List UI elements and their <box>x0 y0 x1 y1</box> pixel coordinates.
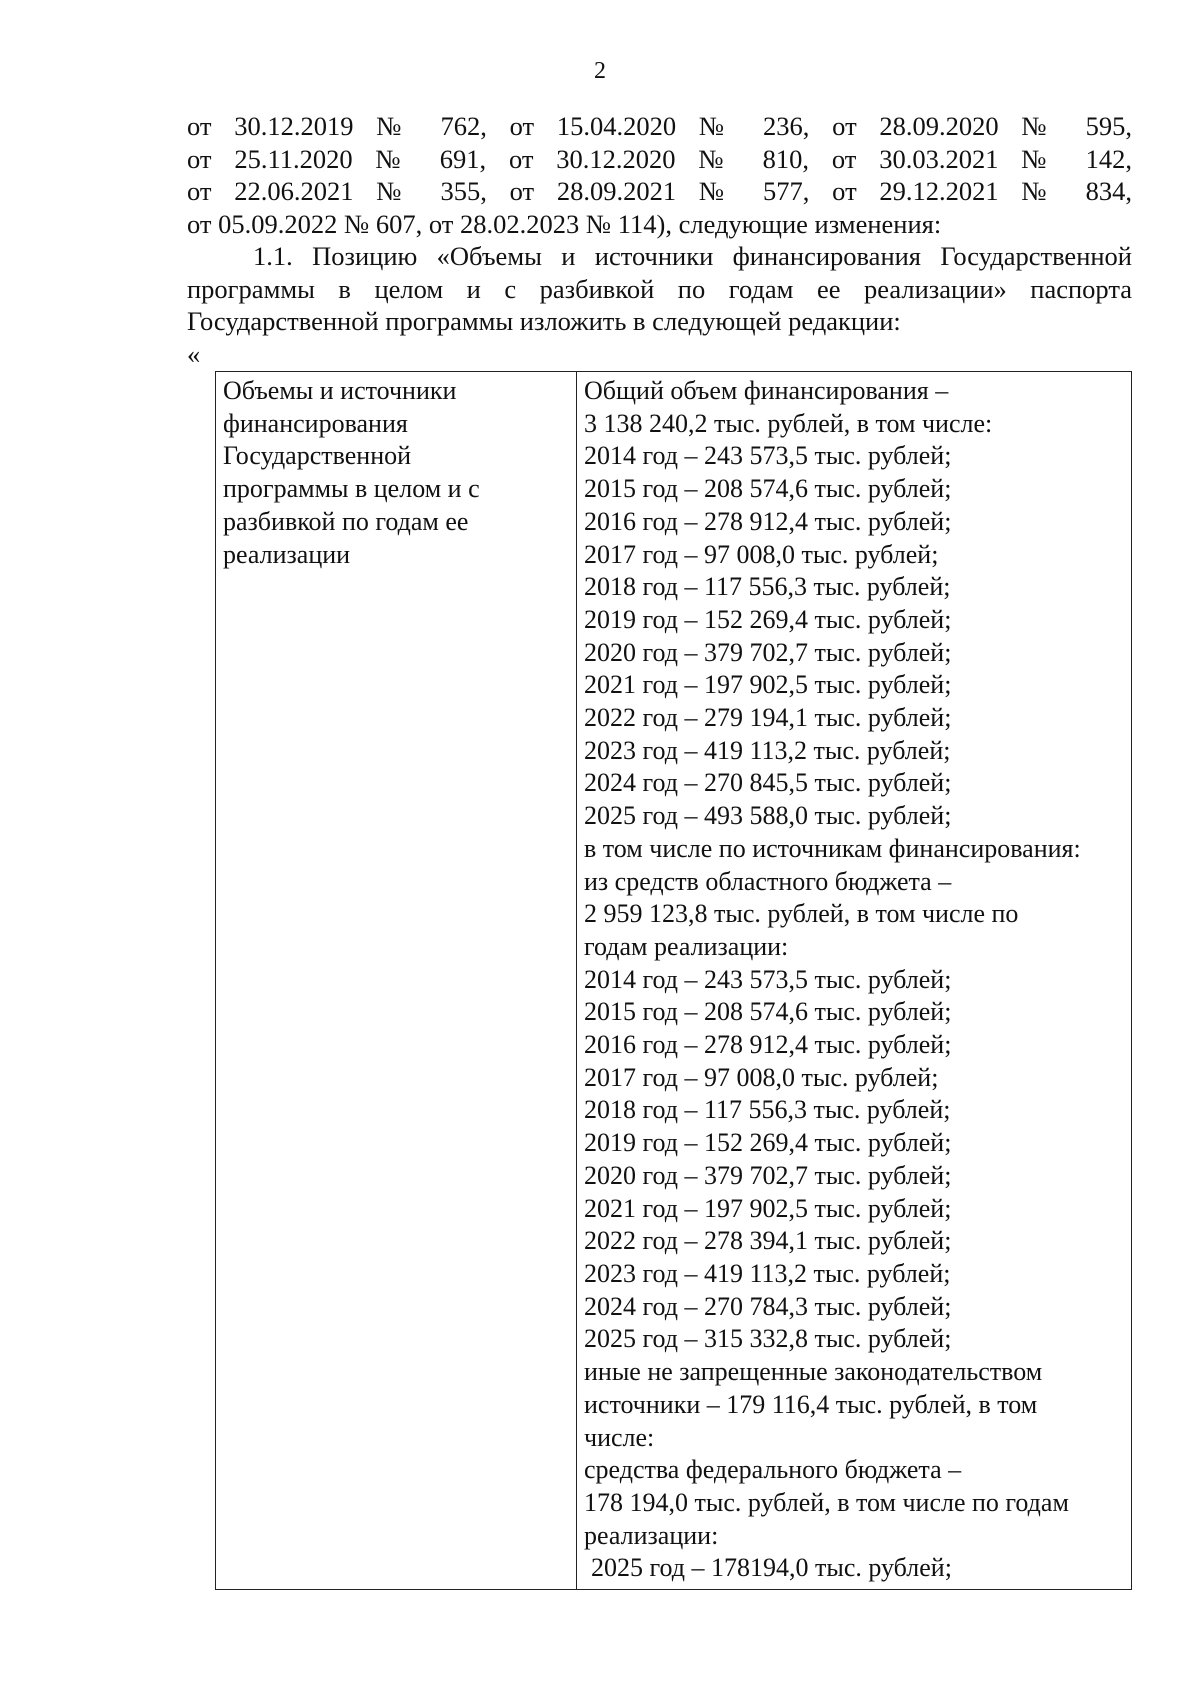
right-cell-line: 2020 год – 379 702,7 тыс. рублей; <box>584 637 952 667</box>
right-cell-line: 2020 год – 379 702,7 тыс. рублей; <box>584 1160 952 1190</box>
intro-line: от 30.12.2019 № 762, от 15.04.2020 № 236, от 28.09.2020 № 595, <box>187 111 1132 141</box>
table-row <box>216 372 1132 1590</box>
left-cell-line: реализации <box>223 539 351 569</box>
right-cell-line: 2018 год – 117 556,3 тыс. рублей; <box>584 572 951 602</box>
right-cell-line: 2022 год – 278 394,1 тыс. рублей; <box>584 1226 952 1256</box>
right-cell-line: 2015 год – 208 574,6 тыс. рублей; <box>584 997 952 1027</box>
right-cell-line: 2016 год – 278 912,4 тыс. рублей; <box>584 1030 952 1060</box>
intro-text <box>187 110 1132 370</box>
right-cell <box>577 372 1132 1590</box>
right-cell-line: Общий объем финансирования – <box>584 376 949 405</box>
open-quote: « <box>187 338 201 369</box>
left-cell-line: Государственной <box>223 441 412 471</box>
right-cell-line: 2024 год – 270 845,5 тыс. рублей; <box>584 768 952 798</box>
right-cell-line: 2019 год – 152 269,4 тыс. рублей; <box>584 1128 952 1158</box>
right-cell-line: годам реализации: <box>584 931 789 961</box>
right-cell-line: источники – 179 116,4 тыс. рублей, в том <box>584 1389 1038 1419</box>
right-cell-line: в том числе по источникам финансирования: <box>584 833 1081 863</box>
right-cell-line: средства федерального бюджета – <box>584 1455 962 1485</box>
right-cell-line: 178 194,0 тыс. рублей, в том числе по годам <box>584 1487 1069 1517</box>
item-line: программы в целом и с разбивкой по годам ее реализации» паспорта <box>187 273 1132 304</box>
left-cell <box>216 372 577 1590</box>
right-cell-line: 2014 год – 243 573,5 тыс. рублей; <box>584 964 952 994</box>
left-cell-line: программы в целом и с <box>223 474 480 504</box>
right-cell-line: 2022 год – 279 194,1 тыс. рублей; <box>584 703 952 733</box>
right-cell-line: 2015 год – 208 574,6 тыс. рублей; <box>584 474 952 504</box>
passport-table <box>215 371 1132 1590</box>
left-cell-line: финансирования <box>223 408 408 438</box>
right-cell-line: 2023 год – 419 113,2 тыс. рублей; <box>584 735 951 765</box>
right-cell-line: 2014 год – 243 573,5 тыс. рублей; <box>584 441 952 471</box>
right-cell-line: 2017 год – 97 008,0 тыс. рублей; <box>584 539 939 569</box>
right-cell-line: иные не запрещенные законодательством <box>584 1357 1043 1387</box>
right-cell-line: 3 138 240,2 тыс. рублей, в том числе: <box>584 408 993 438</box>
intro-last-line: от 05.09.2022 № 607, от 28.02.2023 № 114), следующие изменения: <box>187 208 942 239</box>
left-cell-line: разбивкой по годам ее <box>223 506 469 536</box>
right-cell-line: 2018 год – 117 556,3 тыс. рублей; <box>584 1095 951 1125</box>
passport-table-wrapper <box>215 371 1132 1590</box>
right-cell-line: 2021 год – 197 902,5 тыс. рублей; <box>584 670 952 700</box>
right-cell-last-line: 2025 год – 178194,0 тыс. рублей; <box>591 1553 952 1583</box>
right-cell-line: 2016 год – 278 912,4 тыс. рублей; <box>584 506 952 536</box>
right-cell-line: 2024 год – 270 784,3 тыс. рублей; <box>584 1291 952 1321</box>
item-line: 1.1. Позицию «Объемы и источники финансирования Государственной <box>253 241 1132 271</box>
left-cell-line: Объемы и источники <box>223 376 457 405</box>
right-cell-line: реализации: <box>584 1520 719 1550</box>
page-number: 2 <box>594 58 606 84</box>
right-cell-line: 2021 год – 197 902,5 тыс. рублей; <box>584 1193 952 1223</box>
right-cell-line: 2025 год – 493 588,0 тыс. рублей; <box>584 801 952 831</box>
right-cell-line: числе: <box>584 1422 655 1452</box>
right-cell-line: 2017 год – 97 008,0 тыс. рублей; <box>584 1062 939 1092</box>
right-cell-line: 2 959 123,8 тыс. рублей, в том числе по <box>584 899 1019 929</box>
right-cell-line: 2023 год – 419 113,2 тыс. рублей; <box>584 1258 951 1288</box>
right-cell-line: из средств областного бюджета – <box>584 866 952 896</box>
intro-line: от 22.06.2021 № 355, от 28.09.2021 № 577, от 29.12.2021 № 834, <box>187 176 1132 206</box>
right-cell-line: 2025 год – 315 332,8 тыс. рублей; <box>584 1324 952 1354</box>
intro-line: от 25.11.2020 № 691, от 30.12.2020 № 810, от 30.03.2021 № 142, <box>187 143 1132 174</box>
right-cell-line: 2019 год – 152 269,4 тыс. рублей; <box>584 604 952 634</box>
item-last-line: Государственной программы изложить в следующей редакции: <box>187 306 901 336</box>
